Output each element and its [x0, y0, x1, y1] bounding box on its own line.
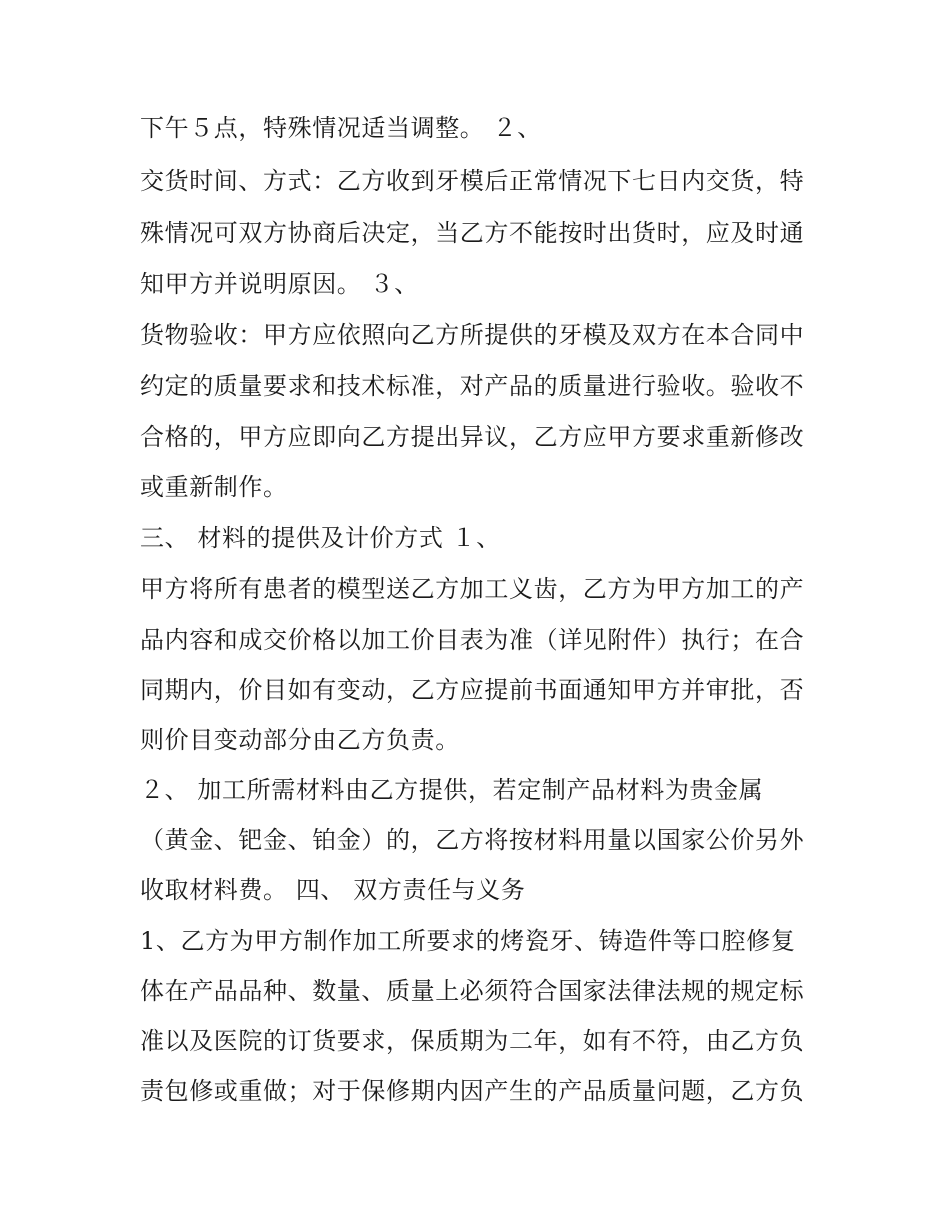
text-line: （黄金、钯金、铂金）的，乙方将按材料用量以国家公价另外 — [140, 826, 805, 854]
text-line: 1、乙方为甲方制作加工所要求的烤瓷牙、铸造件等口腔修复 — [140, 927, 796, 955]
text-line: 合格的，甲方应即向乙方提出异议，乙方应甲方要求重新修改 — [140, 423, 805, 451]
text-line: 品内容和成交价格以加工价目表为准（详见附件）执行；在合 — [140, 626, 805, 654]
text-line: 准以及医院的订货要求，保质期为二年，如有不符，由乙方负 — [140, 1027, 805, 1055]
text-line: 货物验收：甲方应依照向乙方所提供的牙模及双方在本合同中 — [140, 321, 805, 349]
text-line: 殊情况可双方协商后决定，当乙方不能按时出货时，应及时通 — [140, 219, 805, 247]
text-line: 甲方将所有患者的模型送乙方加工义齿，乙方为甲方加工的产 — [140, 575, 805, 603]
text-line: 收取材料费。 四、 双方责任与义务 — [140, 876, 526, 904]
text-line: 下午５点，特殊情况适当调整。 ２、 — [140, 114, 542, 142]
text-line: 交货时间、方式：乙方收到牙模后正常情况下七日内交货，特 — [140, 167, 805, 195]
text-line: 则价目变动部分由乙方负责。 — [140, 726, 460, 754]
text-line: 知甲方并说明原因。 ３、 — [140, 270, 419, 298]
text-line: 同期内，价目如有变动，乙方应提前书面通知甲方并审批，否 — [140, 676, 805, 704]
text-line: 约定的质量要求和技术标准，对产品的质量进行验收。验收不 — [140, 372, 805, 400]
text-line: 责包修或重做；对于保修期内因产生的产品质量问题，乙方负 — [140, 1077, 805, 1105]
text-line: ２、 加工所需材料由乙方提供，若定制产品材料为贵金属 — [140, 776, 764, 804]
text-line: 体在产品品种、数量、质量上必须符合国家法律法规的规定标 — [140, 977, 805, 1005]
section-heading: 三、 材料的提供及计价方式 １、 — [140, 524, 501, 552]
text-line: 或重新制作。 — [140, 473, 288, 501]
